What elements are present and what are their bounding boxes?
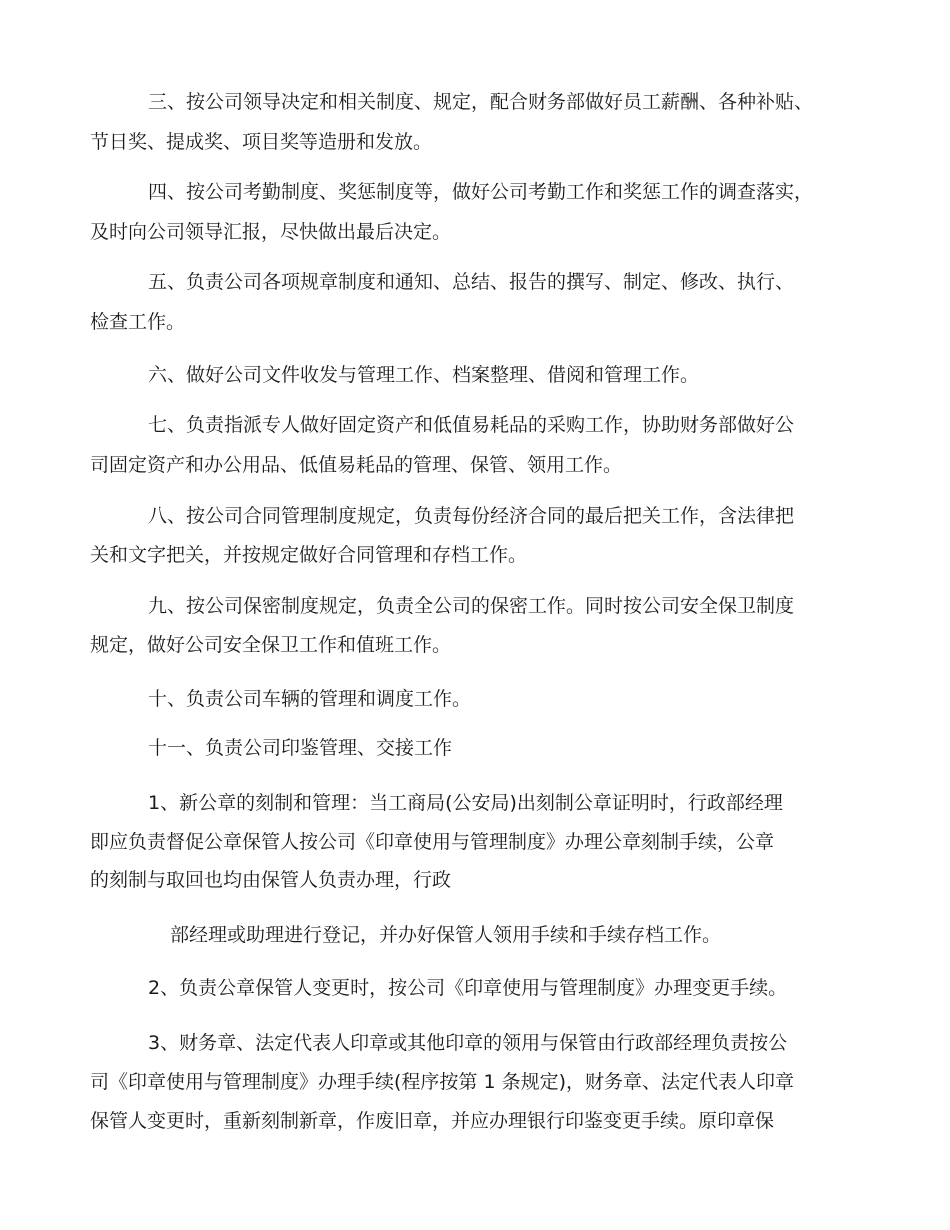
paragraph-3-line-1: 三、按公司领导决定和相关制度、规定，配合财务部做好员工薪酬、各种补贴、 [148,91,814,113]
item-3-line-3: 保管人变更时，重新刻制新章，作废旧章，并应办理银行印鉴变更手续。原印章保 [90,1110,775,1132]
paragraph-4-line-2: 及时向公司领导汇报，尽快做出最后决定。 [90,221,452,243]
item-1-line-1: 1、新公章的刻制和管理：当工商局(公安局)出刻制公章证明时，行政部经理 [148,792,783,814]
item-1-line-2: 即应负责督促公章保管人按公司《印章使用与管理制度》办理公章刻制手续，公章 [90,831,775,853]
paragraph-7-line-1: 七、负责指派专人做好固定资产和低值易耗品的采购工作，协助财务部做好公 [148,414,795,436]
paragraph-5-line-2: 检查工作。 [90,311,186,333]
paragraph-10-line-1: 十、负责公司车辆的管理和调度工作。 [148,688,472,710]
paragraph-5-line-1: 五、负责公司各项规章制度和通知、总结、报告的撰写、制定、修改、执行、 [148,271,795,293]
paragraph-4-line-1: 四、按公司考勤制度、奖惩制度等，做好公司考勤工作和奖惩工作的调查落实， [148,181,814,203]
paragraph-9-line-1: 九、按公司保密制度规定，负责全公司的保密工作。同时按公司安全保卫制度 [148,595,795,617]
paragraph-11-line-1: 十一、负责公司印鉴管理、交接工作 [148,737,453,759]
paragraph-8-line-2: 关和文字把关，并按规定做好合同管理和存档工作。 [90,544,528,566]
paragraph-8-line-1: 八、按公司合同管理制度规定，负责每份经济合同的最后把关工作，含法律把 [148,505,795,527]
item-1-line-4: 部经理或助理进行登记，并办好保管人领用手续和手续存档工作。 [170,924,722,946]
paragraph-3-line-2: 节日奖、提成奖、项目奖等造册和发放。 [90,131,433,153]
item-3-line-2: 司《印章使用与管理制度》办理手续(程序按第 1 条规定)，财务章、法定代表人印章 [90,1071,794,1093]
paragraph-9-line-2: 规定，做好公司安全保卫工作和值班工作。 [90,634,452,656]
item-3-line-1: 3、财务章、法定代表人印章或其他印章的领用与保管由行政部经理负责按公 [148,1032,788,1054]
paragraph-7-line-2: 司固定资产和办公用品、低值易耗品的管理、保管、领用工作。 [90,454,623,476]
item-1-line-3: 的刻制与取回也均由保管人负责办理，行政 [90,869,452,891]
item-2-line-1: 2、负责公章保管人变更时，按公司《印章使用与管理制度》办理变更手续。 [148,977,788,999]
paragraph-6-line-1: 六、做好公司文件收发与管理工作、档案整理、借阅和管理工作。 [148,364,700,386]
